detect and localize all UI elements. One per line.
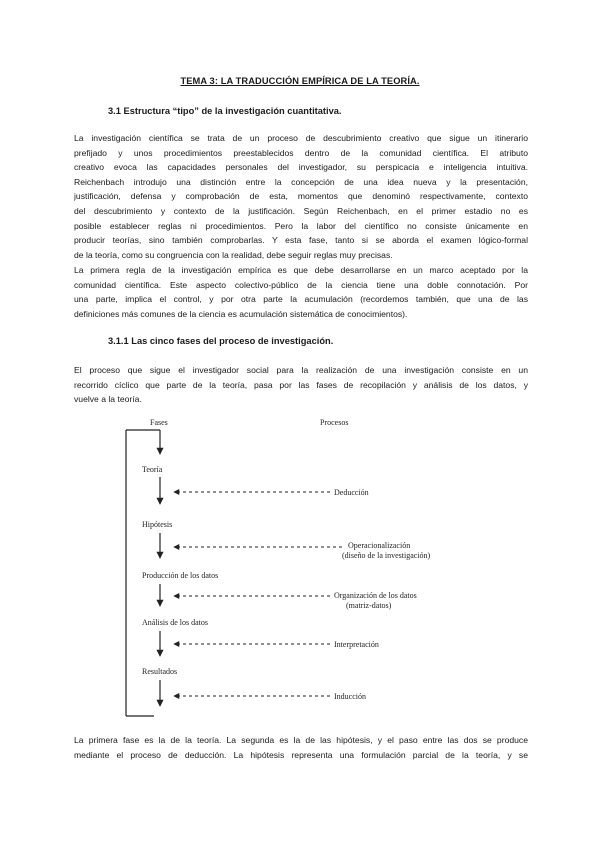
proceso-induccion: Inducción [334,692,366,701]
text-line: una parte, implica el control, y por otra parte la acumulación (recordemos también, que una de las [74,294,528,305]
research-process-diagram [110,410,490,730]
fase-hipotesis: Hipótesis [142,520,173,529]
text-line: producir teorías, sino también comprobarlas. Y esta fase, tanto si se aborda el examen lógico-formal [74,235,528,246]
section-heading: 3.1 Estructura “tipo” de la investigación cuantitativa. [108,106,342,116]
fase-produccion-datos: Producción de los datos [142,571,219,580]
text-line: definiciones más comunes de la ciencia es acumulación sistemática de conocimientos). [74,308,408,319]
text-line: de la teoría, como su congruencia con la realidad, debe seguir reglas muy precisas. [74,249,393,260]
paragraph-2 [74,263,528,321]
text-line: La investigación científica se trata de un proceso de descubrimiento creativo que sigue un itinerario [74,133,528,143]
paragraph-4 [74,733,528,762]
text-line: Reichenbach introdujo una distinción entre la concepción de una idea nueva y la presentación, [74,176,528,187]
text-line: El proceso que sigue el investigador social para la realización de una investigación consiste en un [74,365,528,375]
text-line: justificación, defensa y comprobación de esta, momentos que denominó respectivamente, contexto [74,191,528,202]
text-line: creativo evoca las capacidades personales del investigador, su perspicacia e inteligencia intuitiva. [74,162,528,173]
text-line: del descubrimiento y contexto de la justificación. Según Reichenbach, en el primer estadio no es [74,205,528,216]
text-line: mediante el proceso de deducción. La hipótesis representa una formulación parcial de la teoría, y se [74,749,528,760]
proceso-operacionalizacion-detalle: (diseño de la investigación) [342,551,431,560]
text-line: comunidad científica. Este aspecto colectivo-público de la ciencia tiene una doble connotación. Por [74,279,528,290]
fase-resultados: Resultados [142,667,178,676]
text-line: posible establecer reglas ni procedimientos. Pero la labor del científico no consiste únicamente en [74,220,528,231]
paragraph-1 [74,131,528,262]
col-header-procesos: Procesos [320,418,349,427]
subsection-heading: 3.1.1 Las cinco fases del proceso de investigación. [108,336,334,346]
proceso-organizacion: Organización de los datos [334,591,417,600]
text-line: La primera regla de la investigación empírica es que debe desarrollarse en un marco aceptado por la [74,265,528,275]
text-line: prefijado y unos procedimientos preestablecidos dentro de la comunidad científica. El atributo [74,147,528,158]
page-title: TEMA 3: LA TRADUCCIÓN EMPÍRICA DE LA TEORÍA. [180,76,420,86]
proceso-deduccion: Deducción [334,488,369,497]
paragraph-3 [74,363,528,407]
col-header-fases: Fases [150,418,168,427]
text-line: vuelve a la teoría. [74,394,142,405]
proceso-interpretacion: Interpretación [334,640,379,649]
fase-analisis-datos: Análisis de los datos [142,618,208,627]
proceso-operacionalizacion: Operacionalización [348,541,411,550]
fase-teoria: Teoría [142,465,163,474]
text-line: La primera fase es la de la teoría. La segunda es la de las hipótesis, y el paso entre las dos se produce [74,735,528,745]
proceso-organizacion-detalle: (matriz-datos) [346,601,392,610]
text-line: recorrido cíclico que parte de la teoría, pasa por las fases de recopilación y análisis de los datos, y [74,379,528,390]
